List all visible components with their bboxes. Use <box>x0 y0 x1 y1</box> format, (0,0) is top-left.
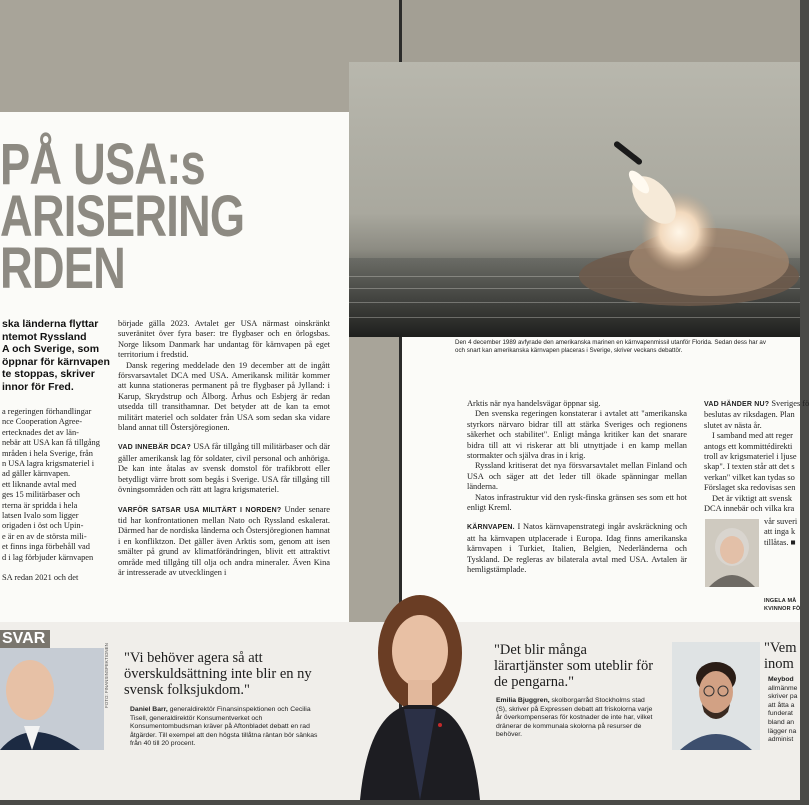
paragraph-line: SA redan 2021 och det <box>2 573 79 583</box>
section-logo: SVAR <box>0 630 50 648</box>
paragraph-line: beslutas av riksdagen. Plan <box>704 410 795 420</box>
paragraph-line: slutet av nästa år. <box>704 420 762 430</box>
quote-2-text: skolborgarråd Stockholms stad (S), skriver på Expressen debatt att friskolorna varje år överkompenseras för kostnader de inte har, vilket dränerar de kommunala skolorna på resurser de behöver. <box>496 697 653 739</box>
paragraph <box>118 442 330 495</box>
paragraph-line: Det är viktigt att svensk <box>712 493 793 503</box>
paragraph-line: latsen Ivalo som ligger <box>2 511 79 521</box>
lead-line: A och Sverige, som <box>2 343 100 355</box>
article-lead <box>2 318 120 393</box>
article-column-4-end <box>764 517 800 548</box>
emilia-bjuggren-photo <box>360 575 480 800</box>
author-photo <box>705 519 759 587</box>
paragraph-line: origaden i öst och Upin- <box>2 521 84 531</box>
paragraph-line: et finns inga förbehåll vad <box>2 542 90 552</box>
lead-line: ska länderna flyttar <box>2 318 99 330</box>
headline-line-3: RDEN <box>0 236 126 301</box>
paragraph-line: ett liknande avtal med <box>2 479 77 489</box>
article-column-3 <box>467 399 687 576</box>
quote-1-attribution <box>130 706 320 749</box>
missile-launch-photo <box>349 62 800 337</box>
article-column-2 <box>118 319 330 578</box>
quote-3-line: funderat <box>768 710 793 718</box>
quote-1-text: generaldirektör Finansinspektionen och Cecilia Tisell, generaldirektör Konsumentverket och Konsumentombudsman kräver på Aftonbladet debatt en rad åtgärder. Till exempel att den högsta tillåtna räntan bör sänkas från 40 till 20 procent. <box>130 706 318 748</box>
photo-caption <box>455 339 800 355</box>
quote-3-line: allmänme <box>768 684 798 692</box>
paragraph-line: e är en av de största mili- <box>2 531 87 541</box>
quote-3-name: Meybod <box>768 676 794 683</box>
section-kicker: VAD INNEBÄR DCA? <box>118 444 191 452</box>
quote-3-line: administ <box>768 736 794 744</box>
line-text: Sveriges fö <box>771 399 809 408</box>
paragraph: Ryssland kritiserat det nya försvarsavtalet mellan Finland och USA och säger att det leder till ökade spänningar mellan länderna. <box>467 461 687 492</box>
lead-line: innor för Fred. <box>2 380 74 393</box>
headline-line-2: ARISERING <box>0 184 245 249</box>
quote-3-line: bland an <box>768 718 795 726</box>
lead-line: öppnar för kärnvapen <box>2 355 110 368</box>
paragraph-line: Förslaget ska redovisas sen <box>704 483 796 493</box>
paragraph-line: nce Cooperation Agree- <box>2 417 82 427</box>
paragraph: Arktis när nya handelsvägar öppnar sig. <box>467 399 601 408</box>
quote-3-attribution <box>768 676 800 745</box>
section-kicker: VARFÖR SATSAR USA MILITÄRT I NORDEN? <box>118 506 282 514</box>
lead-line: ntemot Ryssland <box>2 330 87 343</box>
paragraph-line: tillåtas. ■ <box>764 537 796 547</box>
meybod-photo <box>672 642 760 750</box>
quote-3-line: lägger na <box>768 727 797 735</box>
paragraph-line: DCA innebär och vilka kra <box>704 504 795 514</box>
author-name: INGELA MÅ <box>764 598 797 604</box>
caption-line: Den 4 december 1989 avfyrade den amerikanska marinen en kärnvapenmissil utanför Florida. Sedan dess har av <box>455 339 766 346</box>
paragraph: Dansk regering meddelade den 19 december att de ingått försvarsavtalet DCA med USA. Amerikansk militär kommer att kunna stationeras permanent på tre flygbaser på Jylland: i Karup, Skrydstrup och Ålborg. Århus och Esbjerg är redan utsedda till transithamnar. Det betyder att de kan ta emot militärt materiel och soldater från USA som sedan ska vidare bland annat till Östersjöregionen. <box>118 360 330 433</box>
section-kicker: VAD HÄNDER NU? <box>704 401 770 408</box>
quote-3-line: att åtta a <box>768 701 795 709</box>
paragraph-line: verkan" vilket kan tydas so <box>704 472 795 482</box>
article-column-4 <box>704 399 809 514</box>
paragraph <box>467 522 687 575</box>
paragraph-line: d i lag förbjuder kärnvapen <box>2 552 94 562</box>
paragraph-line <box>704 399 809 410</box>
paragraph-line: ertecknades det av län- <box>2 427 79 437</box>
lead-line: te stoppas, skriver <box>2 368 95 380</box>
paragraph-text: Under senare tid har konfrontationen mellan Nato och Ryssland eskalerat. Därmed har de nordiska länderna och Östersjöregionen hamnat i en konfliktzon. Det gäller även Arktis som, genom att isen smälter på grund av klimatförändringen, blivit ett attraktivt område med tillgång till olja och andra mineraler. Även Kina är intresserade av utvecklingen i <box>118 504 331 577</box>
paragraph <box>118 505 330 579</box>
quote-1: "Vi behöver agera så att överskuldsättning inte blir en ny svensk folksjukdom." <box>124 650 312 698</box>
headline-line-1: PÅ USA:s <box>0 132 205 197</box>
missile-launch-illustration <box>349 62 800 337</box>
section-kicker: KÄRNVAPEN. <box>467 524 515 532</box>
paragraph-line: antogs ett kommittédirekti <box>704 441 793 451</box>
paragraph: Den svenska regeringen konstaterar i avtalet att "amerikanska styrkors närvaro bidrar till att stärka Sveriges och regionens säkerhet och stabilitet". Enligt många kritiker kan det snarare bidra till att vi riskerar att bli utnyttjade i en kamp mellan stormakter och själva dras in i krig. <box>467 409 687 461</box>
paragraph-line: n USA lagra krigsmateriel i <box>2 459 95 469</box>
quote-2-attribution <box>496 697 656 740</box>
woman-portrait-illustration <box>360 575 480 800</box>
quote-1-name: Daniel Barr, <box>130 706 168 713</box>
paragraph-line: att inga k <box>764 527 796 537</box>
quote-3-line: "Vem <box>764 640 797 656</box>
paragraph: började gälla 2023. Avtalet ger USA närmast oinskränkt suveränitet över fyra baser: tre flygbaser och en örlogsbas. Norge liksom Danmark har undantag för kärnvapen på eget territorium i fredstid. <box>118 319 330 360</box>
paragraph-line: I samband med att reger <box>712 431 793 441</box>
author-portrait-illustration <box>705 519 759 587</box>
paragraph-line: ad gäller kärnvapen. <box>2 469 71 479</box>
paragraph-line <box>2 563 114 573</box>
paragraph: Natos infrastruktur vid den rysk-finska gränsen ses som ett hot enligt Kreml. <box>467 492 687 513</box>
paragraph-line: mråden i hela Sverige, från <box>2 448 93 458</box>
article-column-1 <box>2 407 114 584</box>
quote-2-name: Emilia Bjuggren, <box>496 697 550 704</box>
paragraph-line: skap". I texten står att det s <box>704 462 795 472</box>
paragraph-line: ges 15 militärbaser och <box>2 490 80 500</box>
quote-3-line: inom <box>764 656 794 672</box>
quote-3-line: skriver pa <box>768 693 798 701</box>
man-portrait-illustration <box>0 648 104 750</box>
photo-credit: FOTO: FINANSINSPEKTIONEN <box>104 643 109 708</box>
paragraph-line: a regeringen förhandlingar <box>2 407 92 416</box>
quote-3 <box>764 640 800 672</box>
paragraph-line: troll av krigsmateriel i ljuse <box>704 452 797 462</box>
author-organization: KVINNOR FÖ <box>764 606 801 612</box>
caption-line: och snart kan amerikanska kärnvapen placeras i Sverige, skriver veckans debattör. <box>455 347 683 354</box>
man-portrait-illustration-2 <box>672 642 760 750</box>
paragraph-line: rterna är spridda i hela <box>2 500 78 510</box>
paragraph-line: nebär att USA kan få tillgång <box>2 438 100 448</box>
quote-2: "Det blir många lärartjänster som uteblir för de pengarna." <box>494 642 654 690</box>
paragraph-line: vår suveri <box>764 517 798 526</box>
paragraph-text: USA får tillgång till militärbaser och där gäller amerikansk lag för soldater, civil personal och anhöriga. De kan inte åtalas av svensk domstol för trafikbrott eller betydligt värre brott som begås i Sverige. USA får tillgång till övningsområden och rätt att lagra krigsmateriel. <box>118 442 331 495</box>
paragraph-text: I Natos kärnvapenstrategi ingår avskräckning och att ha kärnvapen utplacerade i Europa. Idag finns amerikanska kärnvapen i Turkiet, Italien, Belgien, Nederländerna och Tyskland. De regleras av bilaterala avtal med USA. Avtalen är hemligstämplade. <box>467 522 688 575</box>
daniel-barr-photo <box>0 648 104 750</box>
